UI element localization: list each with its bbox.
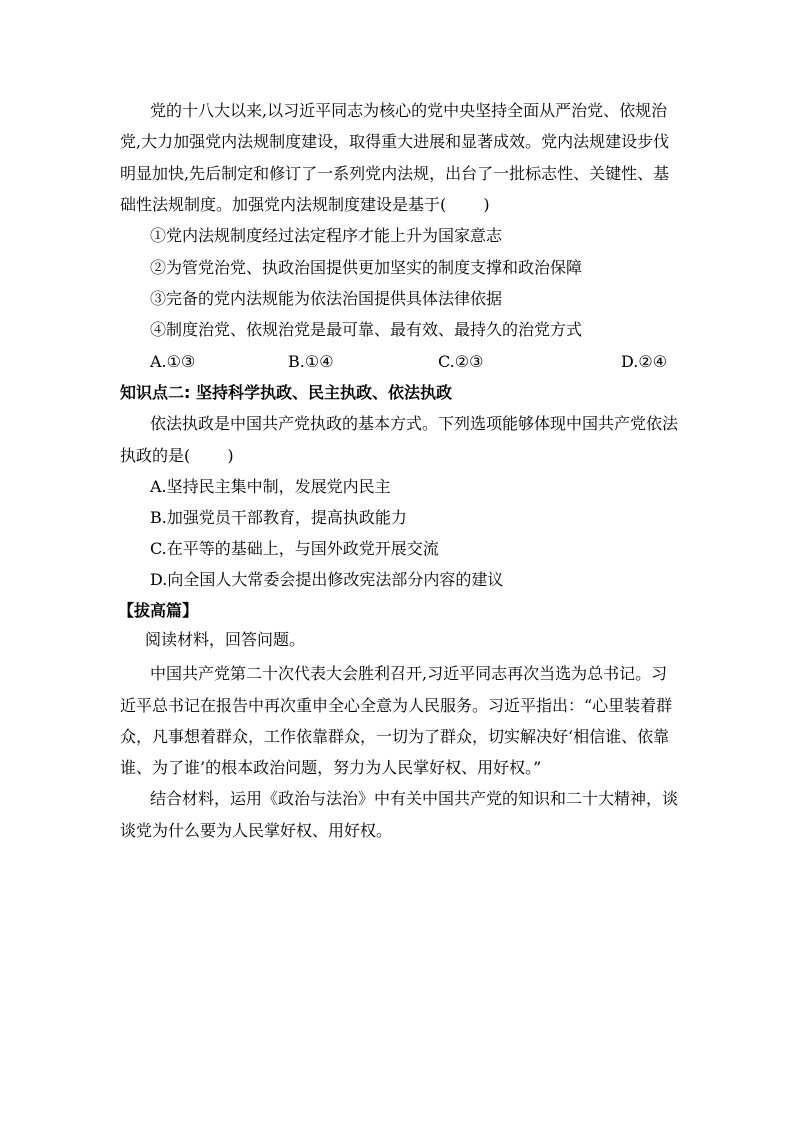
q1-stem-line-4: 础性法规制度。加强党内法规制度建设是基于( ) — [120, 195, 490, 214]
q3-material-line-2: 近平总书记在报告中再次重申全心全意为人民服务。习近平指出：“心里装着群 — [120, 696, 673, 715]
q1-stem-line-1: 党的十八大以来,以习近平同志为核心的党中央坚持全面从严治党、依规治 — [150, 101, 668, 120]
section-2-heading: 知识点二: 坚持科学执政、民主执政、依法执政 — [120, 383, 452, 402]
q2-stem-line-1: 依法执政是中国共产党执政的基本方式。下列选项能够体现中国共产党依法 — [150, 414, 679, 433]
q3-material-line-1: 中国共产党第二十次代表大会胜利召开,习近平同志再次当选为总书记。习 — [150, 664, 668, 683]
q1-statement-2: ②为管党治党、执政治国提供更加坚实的制度支撑和政治保障 — [150, 258, 583, 277]
q1-option-c[interactable]: C.②③ — [438, 352, 484, 371]
q1-option-a[interactable]: A.①③ — [150, 352, 196, 371]
q3-question-line-2: 谈党为什么要为人民掌好权、用好权。 — [120, 821, 393, 840]
q2-option-d[interactable]: D.向全国人大常委会提出修改宪法部分内容的建议 — [150, 570, 504, 589]
q1-statement-4: ④制度治党、依规治党是最可靠、最有效、最持久的治党方式 — [150, 320, 583, 339]
section-3-heading: 【拔高篇】 — [118, 601, 199, 620]
q1-option-d[interactable]: D.②④ — [621, 352, 668, 371]
q1-statement-1: ①党内法规制度经过法定程序才能上升为国家意志 — [150, 226, 503, 245]
q2-stem-line-2: 执政的是( ) — [120, 446, 234, 465]
q1-option-b[interactable]: B.①④ — [288, 352, 334, 371]
section-3-intro: 阅读材料，回答问题。 — [145, 630, 306, 649]
q3-material-line-3: 众，凡事想着群众，工作依靠群众，一切为了群众，切实解决好‘相信谁、依靠 — [120, 727, 670, 746]
q2-option-c[interactable]: C.在平等的基础上，与国外政党开展交流 — [150, 539, 439, 558]
q1-statement-3: ③完备的党内法规能为依法治国提供具体法律依据 — [150, 289, 503, 308]
q1-stem-line-2: 党,大力加强党内法规制度建设，取得重大进展和显著成效。党内法规建设步伐 — [120, 132, 670, 151]
q2-option-b[interactable]: B.加强党员干部教育，提高执政能力 — [150, 508, 407, 527]
q2-option-a[interactable]: A.坚持民主集中制，发展党内民主 — [150, 477, 391, 496]
q3-question-line-1: 结合材料，运用《政治与法治》中有关中国共产党的知识和二十大精神，谈 — [150, 789, 679, 808]
q3-material-line-4: 谁、为了谁’的根本政治问题，努力为人民掌好权、用好权。” — [120, 758, 542, 777]
q1-stem-line-3: 明显加快,先后制定和修订了一系列党内法规，出台了一批标志性、关键性、基 — [120, 164, 670, 183]
